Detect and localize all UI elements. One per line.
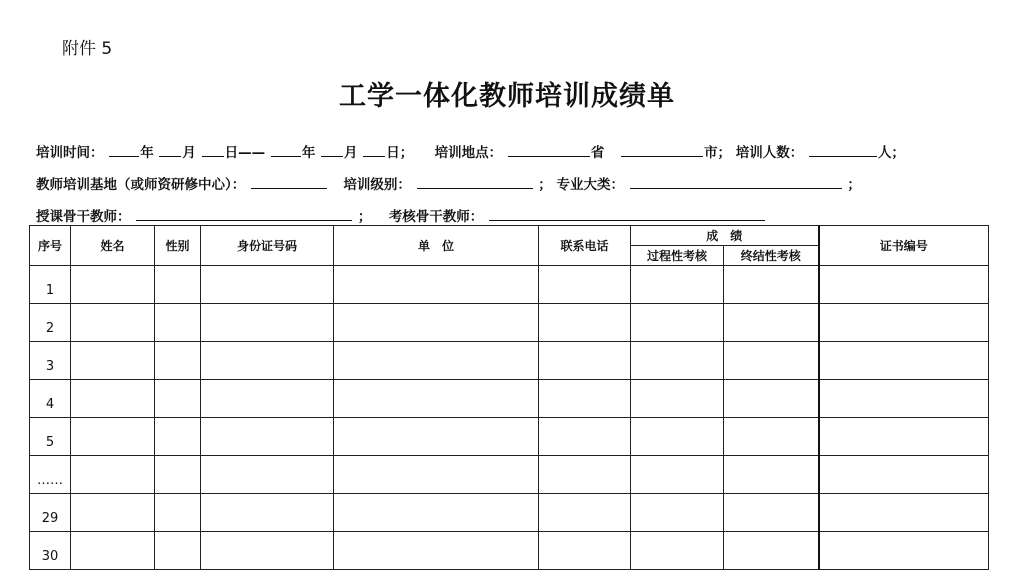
cell-phone[interactable]: [539, 418, 631, 456]
training-base-blank[interactable]: [251, 174, 327, 189]
cell-name[interactable]: [71, 380, 155, 418]
cell-phone[interactable]: [539, 494, 631, 532]
city-label: 市；: [704, 145, 732, 161]
cell-id-number[interactable]: [201, 342, 334, 380]
score-table: [29, 225, 989, 570]
cell-name[interactable]: [71, 532, 155, 570]
people-label: 人；: [877, 145, 905, 161]
cell-id-number[interactable]: [201, 456, 334, 494]
cell-process-score[interactable]: [631, 494, 724, 532]
month-label: 月: [182, 145, 196, 161]
page-title: 工学一体化教师培训成绩单: [339, 81, 675, 112]
cell-gender[interactable]: [155, 456, 201, 494]
cell-process-score[interactable]: [631, 418, 724, 456]
cell-unit[interactable]: [334, 532, 539, 570]
cell-phone[interactable]: [539, 532, 631, 570]
assessor-label: 考核骨干教师：: [388, 209, 484, 225]
row-seq: 1: [30, 266, 71, 304]
separator-3: ；: [847, 177, 861, 193]
cell-gender[interactable]: [155, 380, 201, 418]
cell-id-number[interactable]: [201, 532, 334, 570]
table-row: [30, 380, 989, 418]
training-level-label: 培训级别：: [343, 177, 411, 193]
cell-gender[interactable]: [155, 494, 201, 532]
major-category-blank[interactable]: [630, 174, 842, 189]
cell-id-number[interactable]: [201, 380, 334, 418]
cell-gender[interactable]: [155, 266, 201, 304]
cell-name[interactable]: [71, 418, 155, 456]
cell-name[interactable]: [71, 266, 155, 304]
row-seq: 3: [30, 342, 71, 380]
cell-name[interactable]: [71, 456, 155, 494]
count-blank[interactable]: [809, 142, 877, 157]
cell-final-score[interactable]: [724, 266, 819, 304]
cell-phone[interactable]: [539, 380, 631, 418]
city-blank[interactable]: [621, 142, 703, 157]
lecturer-label: 授课骨干教师：: [36, 209, 131, 225]
province-blank[interactable]: [508, 142, 590, 157]
start-day-blank[interactable]: [202, 142, 224, 157]
cell-final-score[interactable]: [724, 532, 819, 570]
cell-id-number[interactable]: [201, 494, 334, 532]
annex-label: 附件 5: [62, 39, 113, 59]
separator-4: ；: [357, 209, 372, 225]
cell-cert-number[interactable]: [819, 494, 989, 532]
lecturer-blank[interactable]: [136, 206, 352, 221]
info-line-teachers: [36, 205, 766, 225]
cell-id-number[interactable]: [201, 304, 334, 342]
cell-unit[interactable]: [334, 342, 539, 380]
cell-phone[interactable]: [539, 266, 631, 304]
cell-id-number[interactable]: [201, 418, 334, 456]
table-row: [30, 342, 989, 380]
cell-phone[interactable]: [539, 456, 631, 494]
cell-process-score[interactable]: [631, 304, 724, 342]
end-year-blank[interactable]: [271, 142, 301, 157]
cell-unit[interactable]: [334, 304, 539, 342]
start-year-blank[interactable]: [109, 142, 139, 157]
cell-phone[interactable]: [539, 342, 631, 380]
training-base-label: 教师培训基地（或师资研修中心）：: [36, 177, 246, 193]
header-seq: 序号: [30, 226, 71, 266]
training-level-blank[interactable]: [417, 174, 533, 189]
cell-cert-number[interactable]: [819, 266, 989, 304]
training-time-label: 培训时间：: [36, 145, 104, 161]
cell-unit[interactable]: [334, 418, 539, 456]
cell-final-score[interactable]: [724, 418, 819, 456]
separator-2: ；: [538, 177, 552, 193]
cell-process-score[interactable]: [631, 380, 724, 418]
cell-final-score[interactable]: [724, 304, 819, 342]
assessor-blank[interactable]: [489, 206, 765, 221]
header-cert-number: 证书编号: [819, 226, 989, 266]
cell-gender[interactable]: [155, 532, 201, 570]
cell-unit[interactable]: [334, 494, 539, 532]
header-process-score: 过程性考核: [631, 246, 724, 266]
table-row: [30, 532, 989, 570]
cell-name[interactable]: [71, 342, 155, 380]
cell-process-score[interactable]: [631, 456, 724, 494]
header-phone: 联系电话: [539, 226, 631, 266]
table-row: [30, 418, 989, 456]
major-category-label: 专业大类：: [556, 177, 624, 193]
header-name: 姓名: [71, 226, 155, 266]
cell-cert-number[interactable]: [819, 380, 989, 418]
date-range-dash: ——: [238, 145, 266, 161]
cell-name[interactable]: [71, 304, 155, 342]
day-label: 日: [224, 145, 239, 161]
cell-gender[interactable]: [155, 342, 201, 380]
year-label: 年: [140, 145, 154, 161]
row-seq: ……: [30, 456, 71, 494]
separator: ；: [399, 145, 414, 161]
cell-gender[interactable]: [155, 418, 201, 456]
month-label-end: 月: [344, 145, 358, 161]
cell-final-score[interactable]: [724, 494, 819, 532]
training-location-label: 培训地点：: [434, 145, 503, 161]
cell-id-number[interactable]: [201, 266, 334, 304]
header-gender: 性别: [155, 226, 201, 266]
cell-cert-number[interactable]: [819, 304, 989, 342]
table-row: [30, 266, 989, 304]
header-final-score: 终结性考核: [724, 246, 819, 266]
cell-cert-number[interactable]: [819, 532, 989, 570]
end-day-blank[interactable]: [363, 142, 385, 157]
row-seq: 4: [30, 380, 71, 418]
cell-final-score[interactable]: [724, 342, 819, 380]
cell-cert-number[interactable]: [819, 456, 989, 494]
table-row: [30, 456, 989, 494]
cell-phone[interactable]: [539, 304, 631, 342]
cell-unit[interactable]: [334, 380, 539, 418]
header-score: 成 绩: [631, 226, 819, 246]
header-id-number: 身份证号码: [201, 226, 334, 266]
row-seq: 5: [30, 418, 71, 456]
training-count-label: 培训人数：: [735, 145, 804, 161]
cell-final-score[interactable]: [724, 380, 819, 418]
cell-cert-number[interactable]: [819, 418, 989, 456]
info-line-base-level-major: [36, 173, 861, 193]
year-label-end: 年: [301, 145, 316, 161]
row-seq: 30: [30, 532, 71, 570]
province-label: 省: [590, 145, 605, 161]
cell-gender[interactable]: [155, 304, 201, 342]
cell-process-score[interactable]: [631, 266, 724, 304]
cell-cert-number[interactable]: [819, 342, 989, 380]
cell-unit[interactable]: [334, 456, 539, 494]
table-row: [30, 304, 989, 342]
cell-name[interactable]: [71, 494, 155, 532]
row-seq: 29: [30, 494, 71, 532]
row-seq: 2: [30, 304, 71, 342]
info-line-time-location: [36, 141, 905, 161]
cell-final-score[interactable]: [724, 456, 819, 494]
header-unit: 单 位: [334, 226, 539, 266]
table-row: [30, 494, 989, 532]
day-label-end: 日: [386, 145, 400, 161]
cell-process-score[interactable]: [631, 532, 724, 570]
cell-unit[interactable]: [334, 266, 539, 304]
cell-process-score[interactable]: [631, 342, 724, 380]
start-month-blank[interactable]: [159, 142, 181, 157]
end-month-blank[interactable]: [321, 142, 343, 157]
